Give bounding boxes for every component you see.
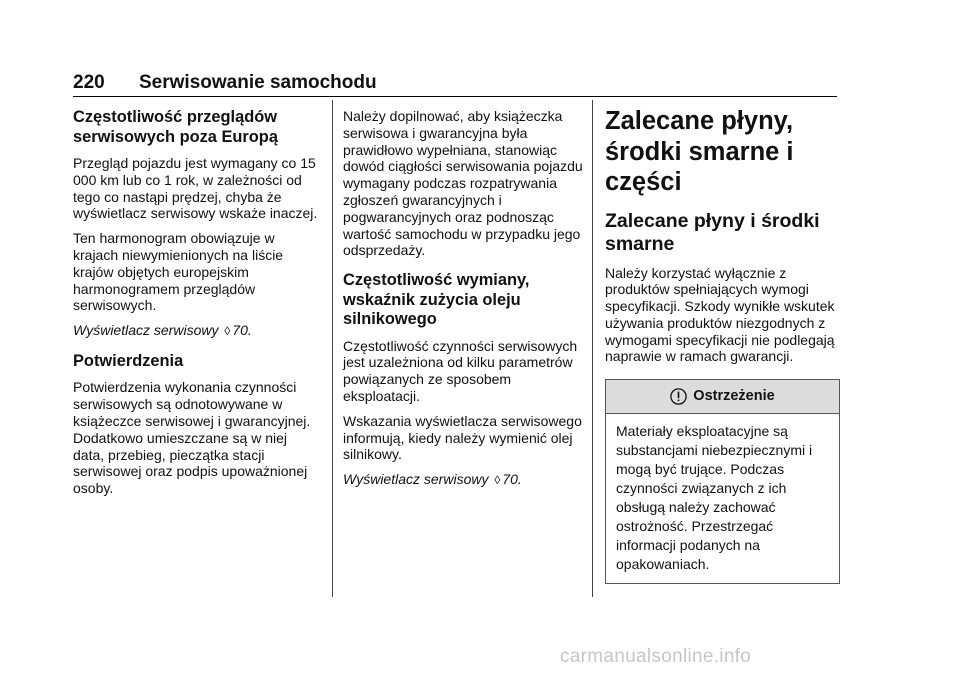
cross-reference-text: Wyświetlacz serwisowy: [343, 471, 489, 488]
warning-text: Materiały eksploatacyjne są substancjami niebezpiecznymi i mogą być trujące. Podczas czynności związanych z ich obsługą należy zachować ostrożność. Przestrzegać informacji podanych na opakowaniach.: [616, 423, 813, 573]
column-middle: [343, 108, 583, 497]
warning-box: [605, 379, 840, 584]
subsection-title: Zalecane płyny i środki smarne: [605, 209, 820, 255]
column-right: [605, 106, 840, 584]
paragraph: Należy dopilnować, aby książeczka serwisowa i gwarancyjna była prawidłowo wypełniana, stanowiąc dowód ciągłości serwisowania pojazdu wymagany podczas rozpatrywania zgłoszeń gwarancyjnych i pogwarancyjnych oraz podnosząc wartość samochodu w przypadku jego odsprzedaży.: [343, 108, 583, 259]
warning-header: [606, 380, 839, 414]
page-reference-icon: ◊: [494, 473, 501, 488]
cross-reference-link[interactable]: [343, 471, 583, 489]
heading-oil-change: Częstotliwość wymiany, wskaźnik zużycia oleju silnikowego: [343, 271, 530, 329]
page-header: [73, 72, 837, 97]
column-divider: [332, 100, 333, 597]
paragraph: Należy korzystać wyłącznie z produktów spełniających wymogi specyfikacji. Szkody wynikłe wskutek używania produktów niezgodnych z wymogami specyfikacji nie podlegają naprawie w ramach gwarancji.: [605, 264, 835, 365]
column-divider: [592, 100, 593, 597]
cross-reference-tail: .: [517, 471, 522, 488]
cross-reference-tail: .: [247, 322, 252, 339]
watermark: carmanualsonline.info: [560, 646, 752, 667]
paragraph: Przegląd pojazdu jest wymagany co 15 000 km lub co 1 rok, w zależności od tego co nastąpi prędzej, chyba że wyświetlacz serwisowy wskaże inaczej.: [73, 155, 318, 222]
warning-icon: [670, 388, 687, 405]
chapter-title: Zalecane płyny, środki smarne i części: [605, 107, 794, 196]
paragraph: Wskazania wyświetlacza serwisowego informują, kiedy należy wymienić olej silnikowy.: [343, 412, 582, 463]
cross-reference-page: 70: [232, 322, 248, 339]
paragraph: Ten harmonogram obowiązuje w krajach niewymienionych na liście krajów objętych europejskim harmonogramem przeglądów serwisowych.: [73, 230, 284, 314]
column-left: [73, 108, 321, 505]
paragraph: Potwierdzenia wykonania czynności serwisowych są odnotowywane w książeczce serwisowej i gwarancyjnej. Dodatkowo umieszczane są w niej data, przebieg, pieczątka stacji serwisowej oraz podpis upoważnionej osoby.: [73, 379, 311, 497]
paragraph: Częstotliwość czynności serwisowych jest uzależniona od kilku parametrów powiązanych ze sposobem eksploatacji.: [343, 337, 578, 405]
page-reference-icon: ◊: [224, 324, 231, 339]
cross-reference-text: Wyświetlacz serwisowy: [73, 322, 219, 339]
heading-confirmations: Potwierdzenia: [73, 351, 184, 370]
cross-reference-page: 70: [502, 471, 518, 488]
cross-reference-link[interactable]: [73, 322, 321, 340]
page-number: 220: [73, 72, 105, 93]
section-title: Serwisowanie samochodu: [139, 72, 377, 93]
warning-title: Ostrzeżenie: [693, 388, 775, 405]
heading-service-frequency: Częstotliwość przeglądów serwisowych poza Europą: [73, 108, 278, 146]
